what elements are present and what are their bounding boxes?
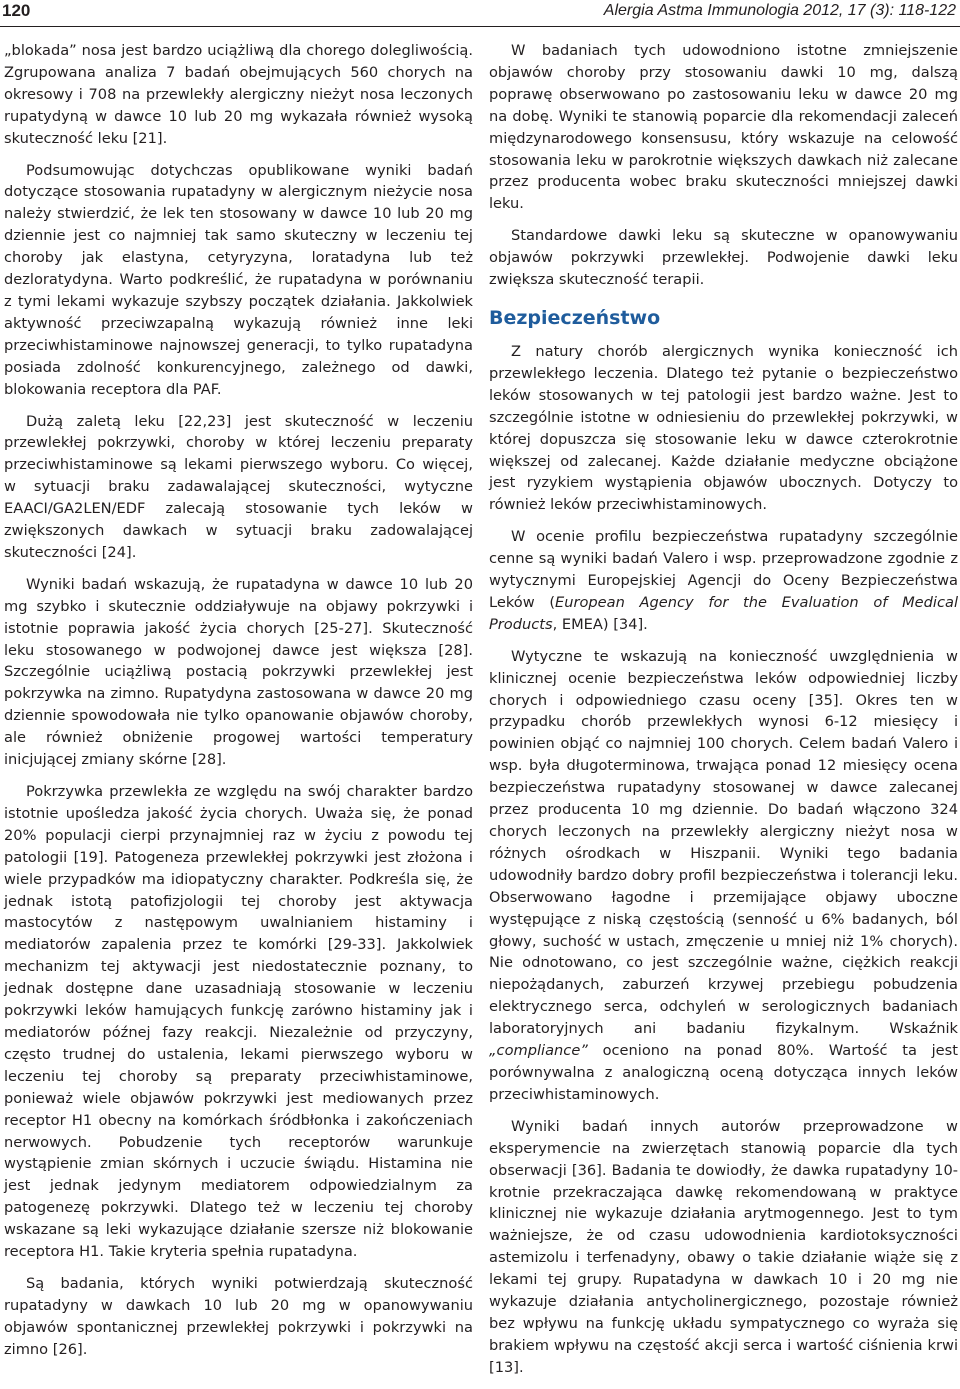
- paragraph: [489, 526, 958, 636]
- paragraph-text: oceniono na ponad 80%. Wartość ta jest porównywalna z analogiczną oceną dotycząca innych leków przeciwhistaminowych.: [489, 1042, 958, 1103]
- paragraph-text: W ocenie profilu bezpieczeństwa rupatadyny szczególnie cenne są wyniki badań Valero i wsp. przeprowadzone zgodnie z wytycznymi Europejskiej Agencji do Oceny Bezpieczeństwa Leków (: [489, 528, 958, 611]
- paragraph: Podsumowując dotychczas opublikowane wyniki badań dotyczące stosowania rupatadyny w alergicznym nieżycie nosa należy stwierdzić, że lek ten stosowany w dawce 10 lub 20 mg dziennie jest co najmniej tak samo skuteczny w leczeniu tej choroby jak elastyna, cetyryzyna, loratadyna lub też dezloratydyna. Warto podkreślić, że rupatadyna w porównaniu z tymi lekami wykazuje szybszy początek działania. Jakkolwiek aktywność przeciwzapalną wykazują również inne leki przeciwhistaminowe najnowszej generacji, to tylko rupatadyna posiada zdolność konkurencyjnego, zależnego od dawki, blokowania receptora dla PAF.: [4, 161, 473, 398]
- paragraph: Standardowe dawki leku są skuteczne w opanowywaniu objawów pokrzywki przewlekłej. Podwojenie dawki leku zwiększa skuteczność terapii.: [489, 227, 958, 289]
- paragraph-text: Wytyczne te wskazują na konieczność uwzględnienia w klinicznej ocenie bezpieczeństwa leków odpowiedniej liczby chorych i odpowiedniego czasu oceny [35]. Okres ten w przypadku chorób przewlekłych wynosi 6-12 miesięcy i powinien objąć co najmniej 100 chorych. Celem badań Valero i wsp. była długoterminowa, trwająca ponad 12 miesięcy ocena bezpieczeństwa rupatadyny stosowanej w dawce zalecanej przez producenta 10 mg dziennie. Do badań włączono 324 chorych leczonych na przewlekły alergiczny nieżyt nosa w różnych ośrodkach w Hiszpanii. Wyniki tego badania udowodniły bardzo dobry profil bezpieczeństwa i tolerancji leku. Obserwowano łagodne i przemijające objawy uboczne występujące z niską częstością (senność u 6% badanych, ból głowy, suchość w ustach, zmęczenie u mniej niż 1% chorych). Nie odnotowano, co jest szczególnie ważne, ciężkich reakcji niepożądanych, zaburzeń krzywej przebiegu pobudzenia elektrycznego serca, odchyleń w serologicznych badaniach laboratoryjnych ani badaniu fizykalnym. Wskaźnik: [489, 647, 958, 1038]
- paragraph: „blokada” nosa jest bardzo uciążliwą dla chorego dolegliwością. Zgrupowana analiza 7 badań obejmujących 560 chorych na okresowy i 708 na przewlekły alergiczny nieżyt nosa leczonych rupatydyną w dawce 10 lub 20 mg wykazała również wysoką skuteczność leku [21].: [4, 42, 473, 147]
- page-number: 120: [2, 1, 31, 20]
- left-column: [4, 40, 473, 1371]
- italic-term: „compliance”: [489, 1042, 588, 1060]
- italic-term: European Agency for the Evaluation of Medical Products: [489, 593, 958, 633]
- paragraph: Wyniki badań innych autorów przeprowadzone w eksperymencie na zwierzętach stanowią poparcie dla tych obserwacji [36]. Badania te dowiodły, że dawka rupatadyny 10- krotnie przekraczająca dawkę rekomendowaną w praktyce klinicznej nie wykazuje działania arytmogennego. Jest to tym ważniejsze, że od czasu udowodnienia kardiotoksyczności astemizolu i terfenadyny, obawy o takie działanie wiąże się z lekami tej grupy. Rupatadyna w dawkach 10 i 20 mg nie wykazuje działania antycholinergicznego, pozostaje również bez wpływu na funkcję układu sympatycznego co wyraża się brakiem wpływu na częstość akcji serca i wartość ciśnienia krwi [13].: [489, 1117, 958, 1376]
- paragraph: Wyniki badań wskazują, że rupatadyna w dawce 10 lub 20 mg szybko i skutecznie oddziaływuje na objawy pokrzywki i istotnie poprawia jakość życia chorych [25-27]. Skuteczność leku stosowanego w podwojonej dawce jest większa [28]. Szczególnie uciążliwą postacią pokrzywki przewlekłej jest pokrzywka na zimno. Rupatydyna zastosowana w dawce 20 mg dziennie spowodowała nie tylko opanowanie objawów choroby, ale również obniżenie progowej wartości temperatury inicjującej zmiany skórne [28].: [4, 575, 473, 769]
- page-header: [0, 0, 960, 22]
- section-heading: Bezpieczeństwo: [489, 306, 661, 329]
- right-column: [489, 40, 958, 1389]
- paragraph: Pokrzywka przewlekła ze względu na swój charakter bardzo istotnie upośledza jakość życia chorych. Uważa się, że ponad 20% populacji cierpi przynajmniej raz w życiu z powodu tej patologii [19]. Patogeneza przewlekłej pokrzywki jest złożona i wiele przypadków ma idiopatyczny charakter. Podkreśla się, że jednak istotą patofizjologii tej choroby jest aktywacja mastocytów z następowym uwalnianiem histaminy i mediatorów zapalenia przez te komórki [29-33]. Jakkolwiek mechanizm tej aktywacji jest niedostatecznie poznany, to jednak dostępne dane uzasadniają stosowanie w leczeniu pokrzywki leków hamujących funkcję zarówno histaminy jak i mediatorów późnej fazy reakcji. Niezależnie od przyczyny, często trudnej do ustalenia, lekami pierwszego wyboru w leczeniu tej choroby są preparaty przeciwhistaminowe, ponieważ wiele objawów pokrzywki jest mediowanych przez receptor H1 obecny na komórkach śródbłonka i zakończeniach nerwowych. Pobudzenie tych receptorów warunkuje wystąpienie zmian skórnych i uczucie świądu. Histamina nie jest jednak jedynym mediatorem odpowiedzialnym za patogenezę pokrzywki. Dlatego też w leczeniu tej choroby wskazane są leki wykazujące działanie szersze niż blokowanie receptora H1. Takie kryteria spełnia rupatadyna.: [4, 783, 473, 1261]
- paragraph: Z natury chorób alergicznych wynika konieczność ich przewlekłego leczenia. Dlatego też pytanie o bezpieczeństwo leków stosowanych w tej patologii jest bardzo ważne. Jest to szczególnie istotne w odniesieniu do przewlekłej pokrzywki, w której dopuszcza się stosowanie leku w dawce czterokrotnie większej od zalecanej. Każde działanie medyczne obciążone jest ryzykiem wystąpienia objawów ubocznych. Dotyczy to również leków przeciwhistaminowych.: [489, 342, 958, 514]
- header-rule: [0, 26, 960, 27]
- paragraph: W badaniach tych udowodniono istotne zmniejszenie objawów choroby przy stosowaniu dawki 10 mg, dalszą poprawę obserwowano po zastosowaniu leku w dawce 20 mg na dobę. Wyniki te stanowią poparcie dla rekomendacji zaleceń międzynarodowego konsensusu, który wskazuje na celowość stosowania leku w parokrotnie większych dawkach niż zalecane przez producenta wobec braku skuteczności mniejszej dawki leku.: [489, 42, 958, 213]
- paragraph: Dużą zaletą leku [22,23] jest skuteczność w leczeniu przewlekłej pokrzywki, choroby w której leczeniu preparaty przeciwhistaminowe są lekami pierwszego wyboru. Co więcej, w sytuacji braku zadawalającej skuteczności, wytyczne EAACI/GA2LEN/EDF zalecają stosowanie tych leków w zwiększonych dawkach w sytuacji braku zadowalającej skuteczności [24].: [4, 412, 473, 561]
- journal-reference: Alergia Astma Immunologia 2012, 17 (3): 118-122: [603, 2, 956, 19]
- paragraph: Są badania, których wyniki potwierdzają skuteczność rupatadyny w dawkach 10 lub 20 mg w opanowywaniu objawów spontanicznej przewlekłej pokrzywki i pokrzywki na zimno [26].: [4, 1274, 473, 1358]
- paragraph-text: , EMEA) [34].: [552, 615, 648, 633]
- paragraph: [489, 646, 958, 1106]
